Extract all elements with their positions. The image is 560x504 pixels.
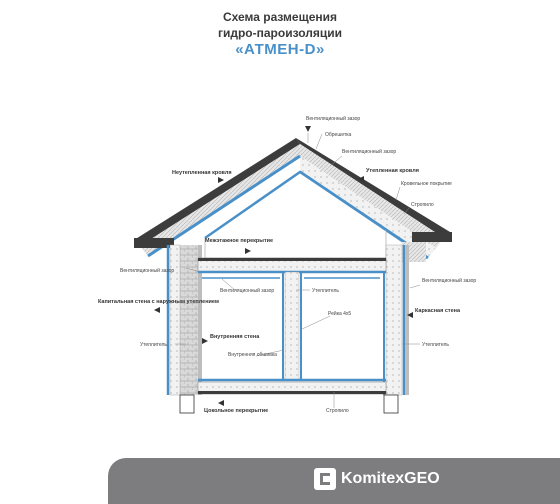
label-vent-gap-right: Вентиляционный зазор — [422, 278, 477, 284]
label-inner-sheathing: Внутренняя обшивка — [228, 352, 277, 358]
label-frame-wall: Каркасная стена — [415, 308, 461, 314]
title-line-1: Схема размещения — [222, 10, 338, 24]
label-insulation-mid: Утеплитель — [312, 288, 339, 294]
label-rafter-bottom: Стропило — [326, 408, 349, 414]
label-roof-cover: Кровельное покрытие — [401, 181, 452, 187]
label-vent-gap-floor: Вентиляционный зазор — [220, 288, 275, 294]
brand-logo — [314, 468, 440, 490]
label-insulated-roof: Утепленная кровля — [366, 168, 419, 174]
intermediate-floor — [198, 258, 386, 272]
label-basement-floor: Цокольное перекрытие — [204, 408, 269, 414]
label-insulation-left: Утеплитель — [140, 342, 167, 348]
label-rafter: Стропило — [411, 202, 434, 208]
footer-band — [108, 458, 560, 504]
label-inner-wall: Внутренняя стена — [210, 334, 260, 340]
label-rail: Рейка 4х5 — [328, 311, 352, 317]
label-vent-gap-roof: Вентиляционный зазор — [342, 149, 397, 155]
right-frame-wall — [384, 245, 409, 395]
label-insulation-right: Утеплитель — [422, 342, 449, 348]
brand-name: KomitexGEO — [341, 470, 440, 487]
label-floor-between: Межэтажное перекрытие — [205, 238, 274, 244]
label-uninsulated-roof: Неутепленная кровля — [172, 170, 232, 176]
label-vent-gap-top: Вентиляционный зазор — [306, 116, 361, 122]
label-capital-wall: Капитальная стена с наружным утеплением — [98, 299, 219, 305]
label-obreshetka: Обрешетка — [325, 132, 352, 138]
product-name: «АТМЕН-D» — [235, 41, 325, 58]
title-line-2: гидро-пароизоляции — [217, 26, 343, 40]
komitex-logo-icon — [314, 468, 336, 490]
label-vent-gap-left: Вентиляционный зазор — [120, 268, 175, 274]
roof — [134, 138, 452, 262]
